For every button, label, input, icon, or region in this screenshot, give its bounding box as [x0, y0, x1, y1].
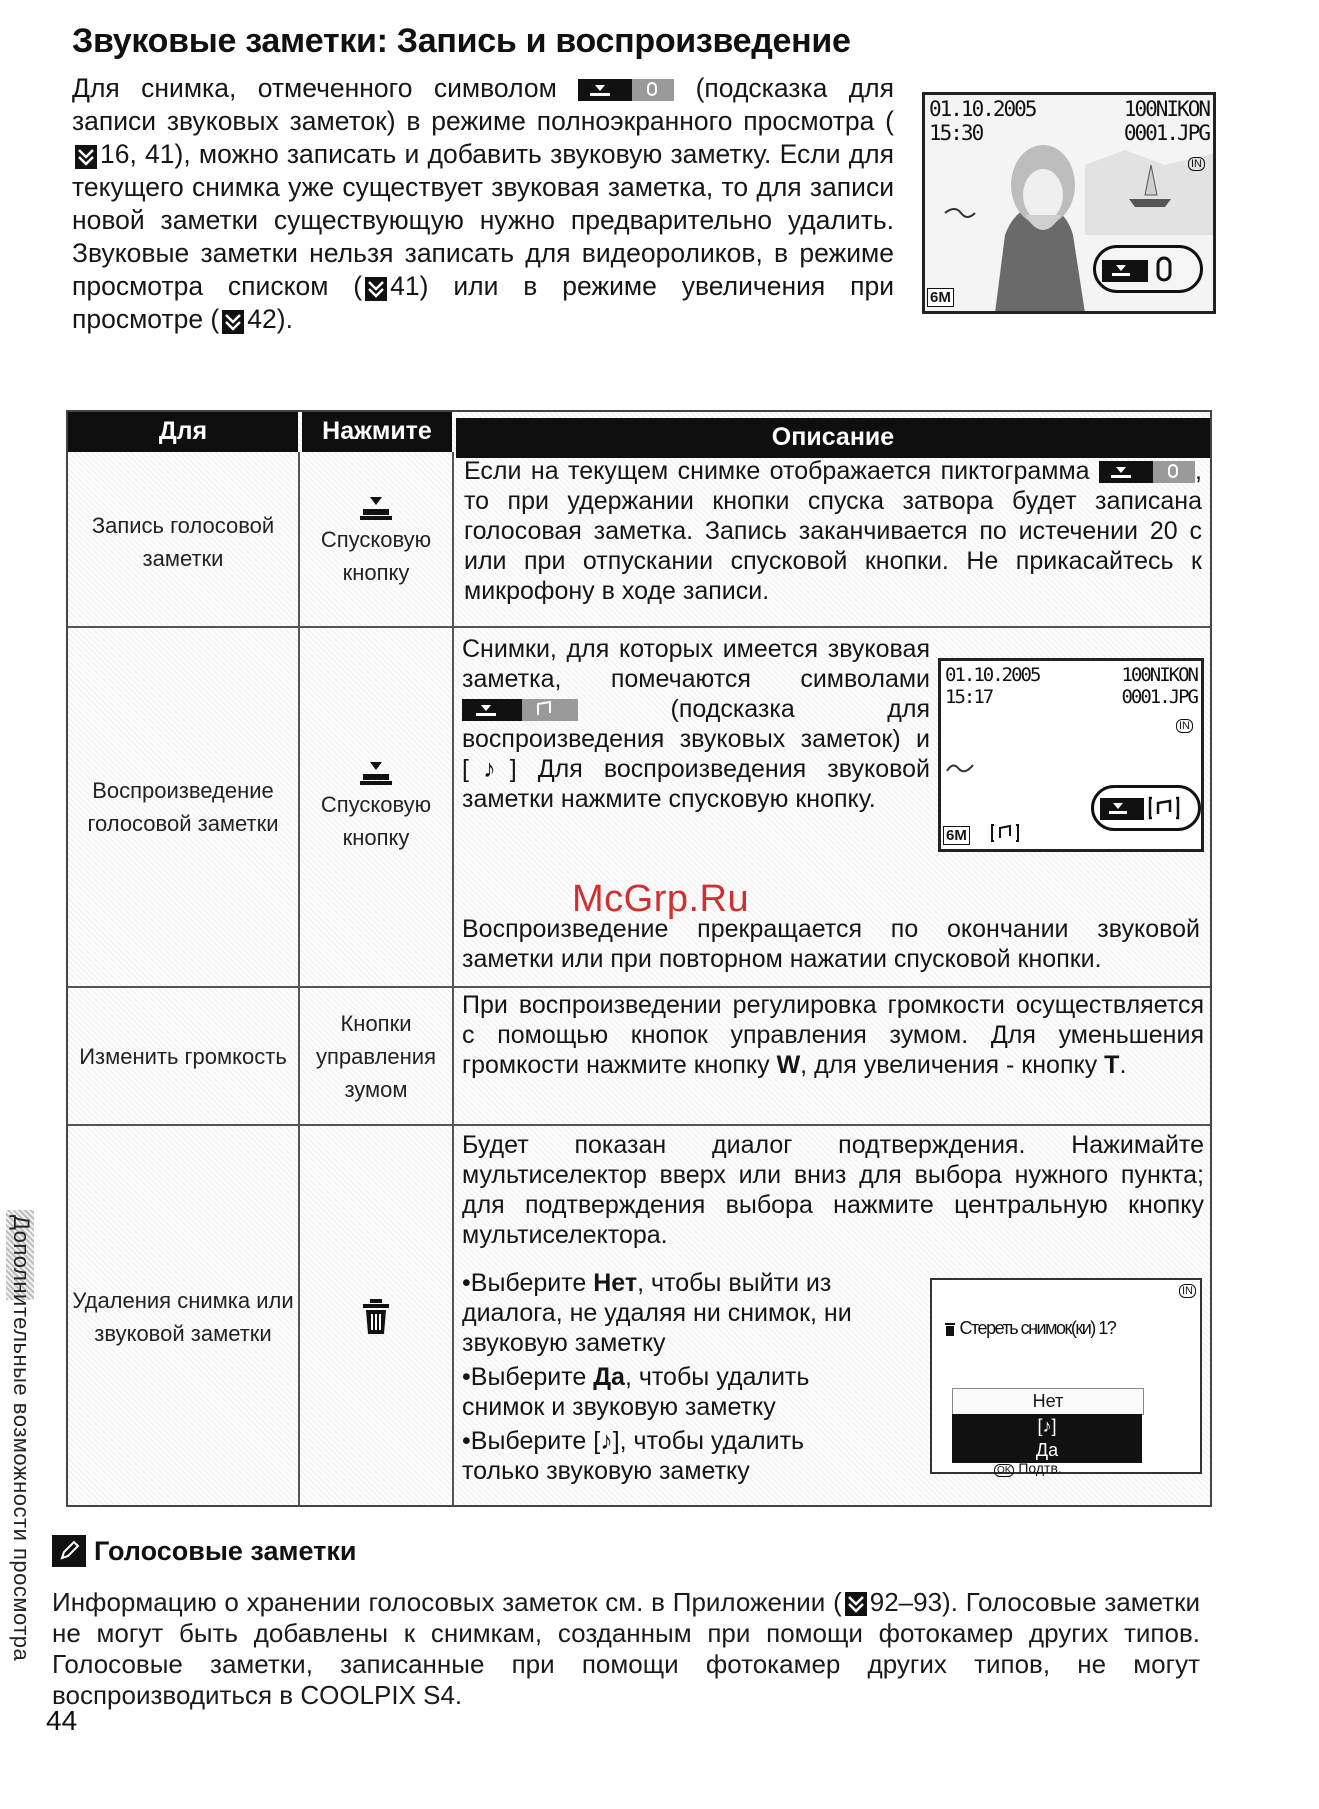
note-heading [52, 1535, 356, 1567]
delete-dialog-question-text: Стереть снимок(ки) 1? [959, 1318, 1116, 1338]
pencil-note-icon [52, 1535, 86, 1567]
column-header-description: Описание [456, 418, 1210, 458]
divider [68, 986, 1210, 988]
internal-memory-icon: IN [1188, 157, 1205, 171]
intro-text-5: ). [276, 304, 293, 334]
page-number: 44 [46, 1705, 78, 1736]
screen-time: 15:30 [929, 121, 983, 145]
row-record-for: Запись голосовой заметки [91, 513, 275, 571]
shutter-button-label: Спусковую кнопку [320, 527, 432, 585]
intro-ref-1: 16, 41 [100, 139, 175, 169]
dialog-confirm-hint [994, 1460, 1062, 1476]
camera-screen-playback [938, 658, 1204, 852]
reference-icon [75, 144, 97, 168]
shutter-button-icon [359, 760, 393, 788]
shutter-button-icon [359, 495, 393, 523]
note-text-a: Информацию о хранении голосовых заметок см. в Приложении ( [52, 1587, 842, 1617]
row-play-description-c: Воспроизведение прекращается по окончании звуковой заметки или при повторном нажатии спусковой кнопки. [462, 915, 1200, 973]
screen-time: 15:17 [945, 686, 993, 708]
divider [452, 452, 454, 1505]
screen-file: 0001.JPG [1121, 686, 1197, 708]
row-delete-press [300, 1130, 452, 1504]
divider [68, 1124, 1210, 1126]
divider [68, 626, 1210, 628]
row-record-desc-a: Если на текущем снимке отображается пиктограмма [464, 457, 1090, 485]
guide-highlight-oval [1093, 245, 1203, 293]
intro-text-4: ) или в режиме увеличения при просмотре ( [72, 271, 894, 334]
page-title: Звуковые заметки: Запись и воспроизведение [72, 22, 851, 60]
row-volume-press [300, 992, 452, 1120]
bullet-bold: Да [593, 1363, 625, 1391]
reference-icon [845, 1592, 867, 1616]
note-ref: 92–93 [869, 1587, 943, 1617]
row-record-desc-b: , то при удержании кнопки спуска затвора будет записана голосовая заметка. Запись заканчивается по истечении 20 с или при отпускании спусковой кнопки. Не прикасайтесь к микрофону в ходе записи. [464, 457, 1202, 605]
row-volume-desc-b: , для увеличения - кнопку [800, 1051, 1105, 1079]
note-text-b: ). Голосовые заметки не могут быть добавлены к снимкам, созданным при помощи фотокамер других типов. Голосовые заметки, записанные при помощи фотокамер других типов, не могут воспроизводиться в COOLPIX S4. [52, 1587, 1200, 1710]
voice-memo-icon [991, 823, 1019, 843]
zoom-buttons-label: Кнопки управления зумом [316, 1010, 436, 1102]
bullet-pre: Выберите [470, 1363, 594, 1391]
instructions-table [66, 410, 1212, 1507]
intro-ref-2: 41 [390, 271, 420, 301]
voice-memo-play-guide-icon [1100, 794, 1196, 822]
voice-memo-record-guide-icon [578, 77, 674, 103]
intro-text-2: (подсказка для записи звуковых заметок) в режиме полноэкранного просмотра ( [72, 73, 894, 136]
bullet-post: , чтобы удалить снимок и звуковую заметку [462, 1363, 810, 1421]
reference-icon [222, 309, 244, 333]
screen-folder: 100NIKON [1123, 97, 1209, 121]
bullet-post: , чтобы выйти из диалога, не удаляя ни снимок, ни звуковую заметку [462, 1269, 852, 1357]
intro-ref-3: 42 [247, 304, 277, 334]
bullet-post: , чтобы удалить только звуковую заметку [462, 1427, 805, 1485]
trash-icon [944, 1321, 956, 1337]
voice-memo-play-guide-icon [462, 697, 578, 723]
reference-icon [365, 276, 387, 300]
image-size-indicator: 6M [927, 288, 954, 307]
row-delete-for: Удаления снимка или звуковой заметки [72, 1288, 294, 1346]
internal-memory-icon: IN [1176, 719, 1193, 733]
row-volume-desc-a: При воспроизведении регулировка громкости осуществляется с помощью кнопок управления зумом. Для уменьшения громкости нажмите кнопку [462, 991, 1204, 1079]
zoom-t-key: T [1104, 1051, 1120, 1079]
bullet-pre: Выберите [470, 1269, 594, 1297]
image-size-indicator: 6M [943, 826, 970, 845]
delete-option-yes: •Выберите Да, чтобы удалить снимок и звуковую заметку [462, 1363, 810, 1421]
row-record-description [464, 456, 1202, 606]
section-side-label: Дополнительные возможности просмотра [9, 1215, 34, 1662]
screen-file: 0001.JPG [1123, 121, 1209, 145]
dialog-option-yes[interactable]: Да [952, 1438, 1142, 1463]
dialog-option-no[interactable]: Нет [952, 1388, 1144, 1415]
intro-text-3: ), можно записать и добавить звуковую заметку. Если для текущего снимка уже существует звуковая заметка, то для записи новой заметки существующую нужно предварительно удалить. Звуковые заметки нельзя записать для видеороликов, в режиме просмотра списком ( [72, 139, 894, 301]
voice-memo-record-guide-icon [1099, 459, 1195, 485]
voice-memo-record-guide-icon [1102, 255, 1198, 285]
screen-date: 01.10.2005 [929, 97, 1036, 121]
trash-icon [361, 1298, 391, 1336]
row-play-press [300, 632, 452, 982]
screen-date: 01.10.2005 [945, 664, 1040, 686]
ok-button-icon: OK [994, 1464, 1014, 1477]
intro-paragraph [72, 72, 894, 336]
dialog-option-memo[interactable]: [♪] [952, 1414, 1142, 1439]
dialog-confirm-text: Подтв. [1018, 1460, 1062, 1476]
row-volume-desc-c: . [1119, 1051, 1127, 1079]
guide-highlight-oval [1091, 785, 1201, 831]
row-record-press [300, 462, 452, 622]
zoom-w-key: W [776, 1051, 801, 1079]
row-play-for: Воспроизведение голосовой заметки [87, 778, 279, 836]
camera-screen-record [922, 92, 1216, 314]
delete-option-memo: •Выберите [♪], чтобы удалить только звуковую заметку [462, 1427, 805, 1485]
delete-dialog-question [944, 1318, 1115, 1339]
note-heading-text: Голосовые заметки [94, 1535, 357, 1566]
row-volume-for: Изменить громкость [79, 1043, 287, 1069]
note-body [52, 1587, 1200, 1711]
row-play-desc-a: Снимки, для которых имеется звуковая заметка, помечаются символами [462, 635, 930, 693]
row-delete-description: Будет показан диалог подтверждения. Нажимайте мультиселектор вверх или вниз для выбора нужного пункта; для подтверждения выбора нажмите центральную кнопку мультиселектора. [462, 1131, 1204, 1249]
column-header-for: Для [68, 412, 298, 452]
column-header-press: Нажмите [302, 412, 452, 452]
delete-option-no: •Выберите Нет, чтобы выйти из диалога, не удаляя ни снимок, ни звуковую заметку [462, 1269, 852, 1357]
bullet-bold: Нет [593, 1269, 638, 1297]
bullet-pre: Выберите [470, 1427, 594, 1455]
row-play-desc-b: (подсказка для воспроизведения звуковых заметок) и [♪] Для воспроизведения звуковой заметки нажмите спусковую кнопку. [462, 695, 930, 813]
watermark: McGrp.Ru [572, 878, 750, 920]
internal-memory-icon: IN [1179, 1284, 1196, 1298]
intro-text-1: Для снимка, отмеченного символом [72, 73, 557, 103]
row-play-description-a [462, 634, 930, 814]
screen-folder: 100NIKON [1121, 664, 1197, 686]
row-volume-description [462, 990, 1204, 1080]
wave-mark-icon [945, 761, 975, 775]
delete-dialog-screen [930, 1278, 1202, 1474]
shutter-button-label: Спусковую кнопку [320, 792, 432, 850]
bullet-bold: [♪] [593, 1427, 620, 1455]
